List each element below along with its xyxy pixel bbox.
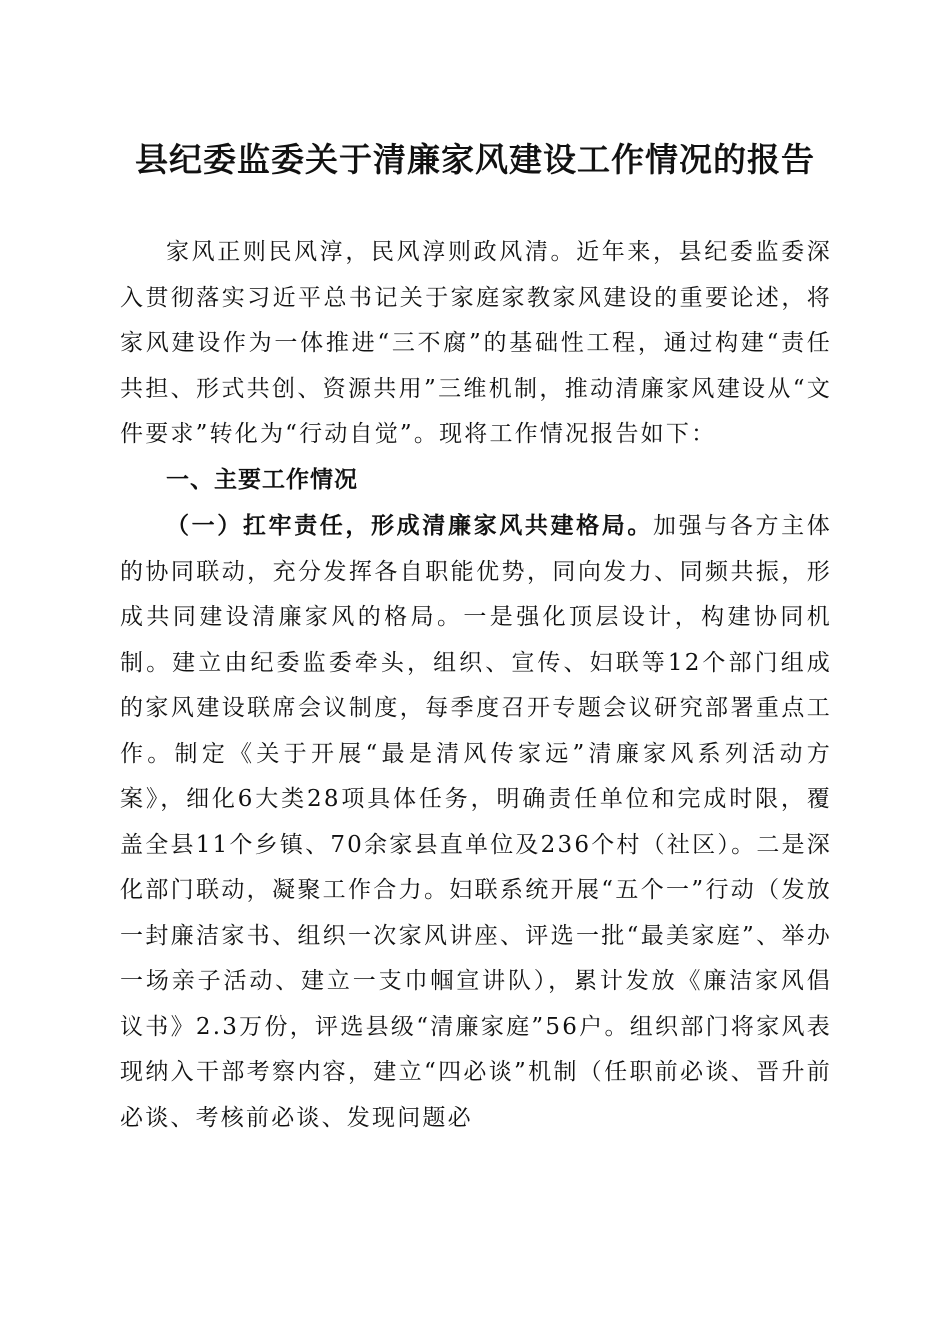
subsection-heading: （一）扛牢责任，形成清廉家风共建格局。 — [166, 512, 653, 539]
subsection-paragraph — [120, 503, 832, 1141]
document-title: 县纪委监委关于清廉家风建设工作情况的报告 — [135, 140, 815, 179]
intro-paragraph: 家风正则民风淳，民风淳则政风清。近年来，县纪委监委深入贯彻落实习近平总书记关于家庭家教家风建设的重要论述，将家风建设作为一体推进“三不腐”的基础性工程，通过构建“责任共担、形式共创、资源共用”三维机制，推动清廉家风建设从“文件要求”转化为“行动自觉”。现将工作情况报告如下： — [120, 239, 832, 447]
subsection-body-text: 加强与各方主体的协同联动，充分发挥各自职能优势，同向发力、同频共振，形成共同建设清廉家风的格局。一是强化顶层设计，构建协同机制。建立由纪委监委牵头，组织、宣传、妇联等12个部门组成的家风建设联席会议制度，每季度召开专题会议研究部署重点工作。制定《关于开展“最是清风传家远”清廉家风系列活动方案》，细化6大类28项具体任务，明确责任单位和完成时限，覆盖全县11个乡镇、70余家县直单位及236个村（社区）。二是深化部门联动，凝聚工作合力。妇联系统开展“五个一”行动（发放一封廉洁家书、组织一次家风讲座、评选一批“最美家庭”、举办一场亲子活动、建立一支巾帼宣讲队），累计发放《廉洁家风倡议书》2.3万份，评选县级“清廉家庭”56户。组织部门将家风表现纳入干部考察内容，建立“四必谈”机制（任职前必谈、晋升前必谈、考核前必谈、发现问题必 — [120, 513, 832, 1131]
section-heading-main-work: 一、主要工作情况 — [166, 466, 358, 493]
document-body — [120, 230, 832, 1141]
